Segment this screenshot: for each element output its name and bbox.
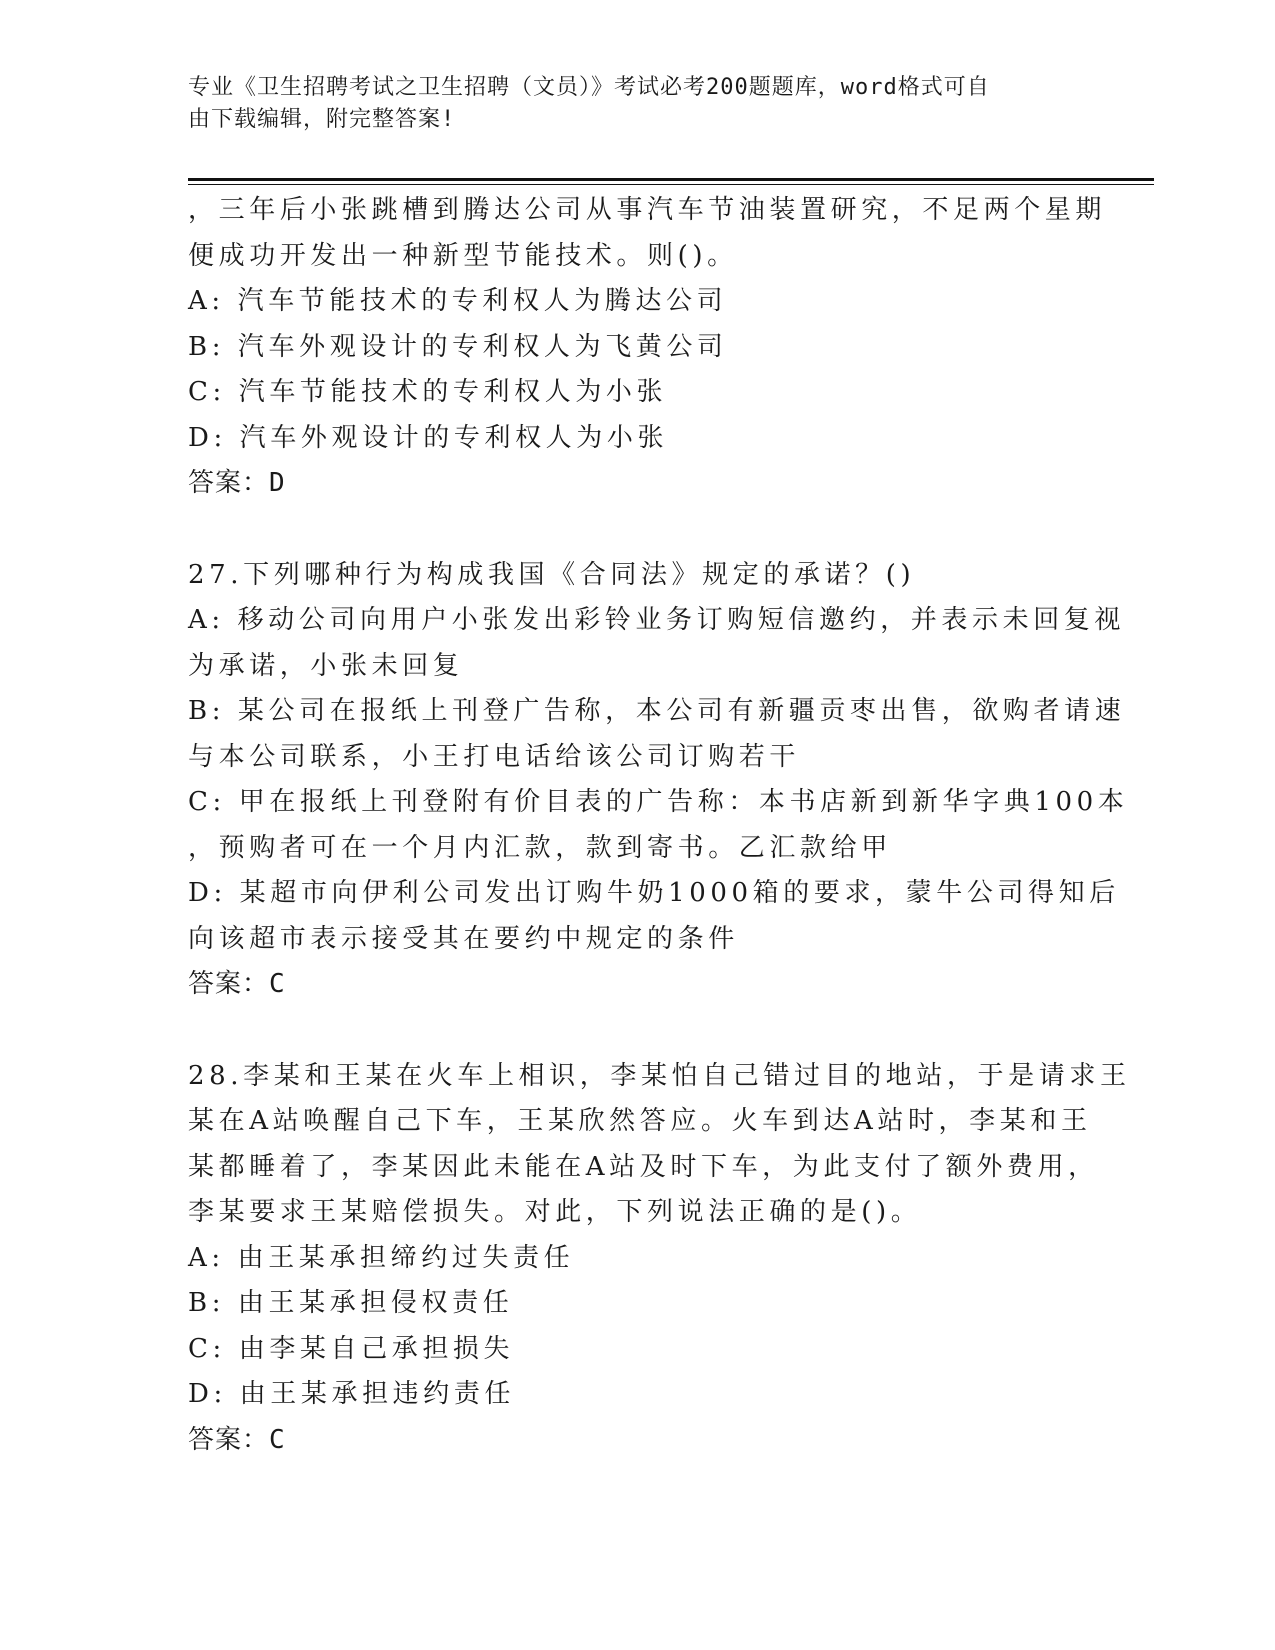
option-a: A: 汽车节能技术的专利权人为腾达公司 xyxy=(188,286,728,316)
question-27 xyxy=(188,553,1129,1008)
question-stem-line: 某在A站唤醒自己下车，王某欣然答应。火车到达A站时，李某和王 xyxy=(188,1106,1092,1136)
answer-label: 答案：D xyxy=(188,468,286,498)
option-d: D: 汽车外观设计的专利权人为小张 xyxy=(188,422,669,453)
option-c: C: 由李某自己承担损失 xyxy=(188,1333,515,1364)
option-c-cont: ，预购者可在一个月内汇款，款到寄书。乙汇款给甲 xyxy=(188,832,892,863)
option-b-cont: 与本公司联系，小王打电话给该公司订购若干 xyxy=(188,741,801,772)
option-a: A: 由王某承担缔约过失责任 xyxy=(188,1242,575,1273)
question-stem-line: ，三年后小张跳槽到腾达公司从事汽车节油装置研究，不足两个星期 xyxy=(188,195,1107,225)
option-d: D: 某超市向伊利公司发出订购牛奶1000箱的要求，蒙牛公司得知后 xyxy=(188,878,1120,908)
option-b: B: 汽车外观设计的专利权人为飞黄公司 xyxy=(188,331,728,362)
spacer xyxy=(188,1008,1088,1054)
option-b: B: 某公司在报纸上刊登广告称，本公司有新疆贡枣出售，欲购者请速 xyxy=(188,696,1126,726)
question-stem-line: 便成功开发出一种新型节能技术。则()。 xyxy=(188,240,738,271)
page-header xyxy=(188,72,1068,136)
option-d-cont: 向该超市表示接受其在要约中规定的条件 xyxy=(188,923,739,954)
option-a-cont: 为承诺，小张未回复 xyxy=(188,650,464,681)
question-stem-line: 某都睡着了，李某因此未能在A站及时下车，为此支付了额外费用， xyxy=(188,1151,1099,1182)
question-28 xyxy=(188,1054,1131,1464)
header-line: 专业《卫生招聘考试之卫生招聘（文员）》考试必考200题题库，word格式可自 xyxy=(188,75,990,100)
option-b: B: 由王某承担侵权责任 xyxy=(188,1288,514,1318)
question-stem-line: 27.下列哪种行为构成我国《合同法》规定的承诺？() xyxy=(188,559,916,590)
header-line: 由下载编辑，附完整答案! xyxy=(188,107,456,132)
question-stem-line: 李某要求王某赔偿损失。对此，下列说法正确的是()。 xyxy=(188,1197,922,1227)
question-26 xyxy=(188,188,1107,507)
option-c: C: 甲在报纸上刊登附有价目表的广告称：本书店新到新华字典100本 xyxy=(188,787,1129,817)
header-divider-thin xyxy=(188,184,1154,185)
question-list xyxy=(188,188,1131,1463)
option-a: A: 移动公司向用户小张发出彩铃业务订购短信邀约，并表示未回复视 xyxy=(188,605,1126,635)
answer-label: 答案：C xyxy=(188,1424,286,1455)
spacer xyxy=(188,507,1088,553)
option-d: D: 由王某承担违约责任 xyxy=(188,1379,516,1409)
question-stem-line: 28.李某和王某在火车上相识，李某怕自己错过目的地站，于是请求王 xyxy=(188,1060,1131,1091)
answer-label: 答案：C xyxy=(188,969,286,999)
header-divider xyxy=(188,178,1154,181)
option-c: C: 汽车节能技术的专利权人为小张 xyxy=(188,377,668,407)
